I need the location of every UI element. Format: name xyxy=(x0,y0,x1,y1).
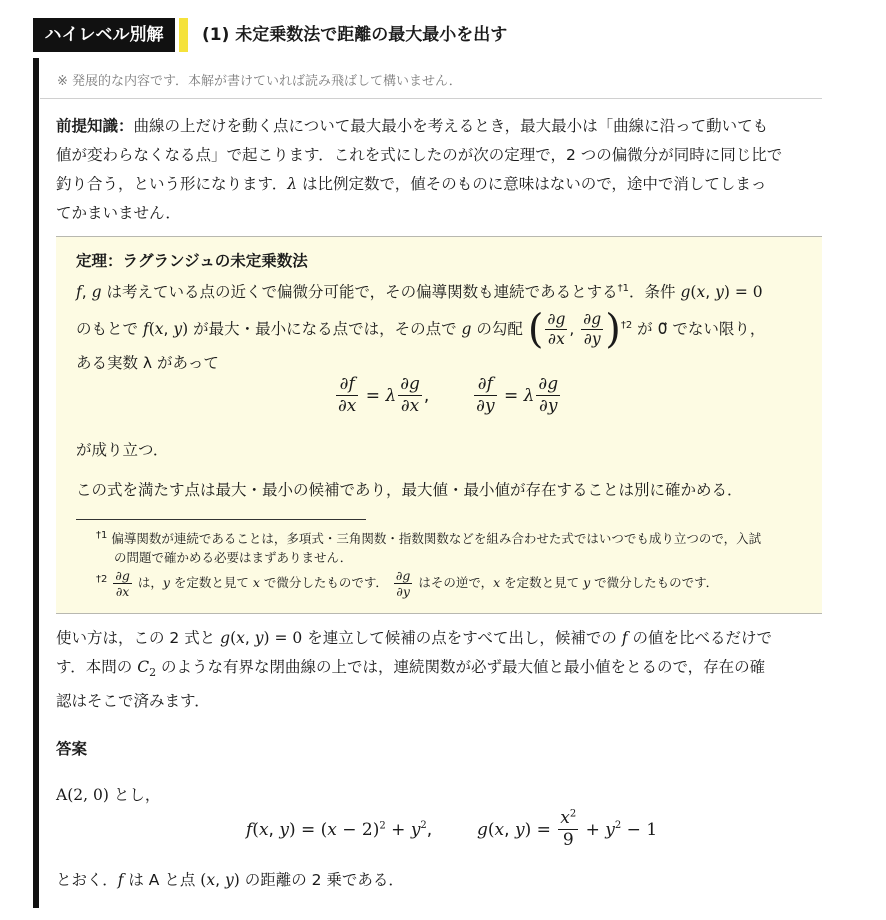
advanced-note: ※ 発展的な内容です．本解が書けていれば読み飛ばして構いません． xyxy=(57,74,462,89)
theorem-title: 定理：ラグランジュの未定乗数法 xyxy=(76,252,308,270)
footnote-rule xyxy=(76,519,366,520)
answer-intro: A(2, 0) とし， xyxy=(56,786,161,804)
premise-label: 前提知識： xyxy=(56,117,134,135)
header-badge: ハイレベル別解 xyxy=(33,18,175,52)
theorem-holds: が成り立つ． xyxy=(76,441,169,459)
premise-paragraph: 前提知識：曲線の上だけを動く点について最大最小を考えるとき，最大最小は「曲線に沿って動いても 値が変わらなくなる点」で起こります．これを式にしたのが次の定理で，2 つの偏微分が同時に同じ比で 釣り合う，という形になります．λ は比例定数で，値そのものに意味はないので，途中で消してしまっ てかまいません． xyxy=(56,117,783,222)
left-accent-bar xyxy=(33,58,39,908)
usage-paragraph: 使い方は，この 2 式と g(x, y) = 0 を連立して候補の点をすべて出し，候補での f の値を比べるだけで す．本問の $C_2$ のような有界な閉曲線の上では，連続関数が必ず最大値と最小値をとるので，存在の確 認はそこで済みます． xyxy=(56,629,773,711)
answer-definitions: f(x, $y) = (x - 2)^2 + y^2$, g(x, y) = $\frac{x^2}{9}$ + $y^2 - 1$ xyxy=(246,808,658,851)
footnote-2: $^{\dagger 2}$ $\frac{\partial g}{\partial x}$ は，y を定数と見て x で微分したものです． $\frac{\partial g}{\partial y}$ はその逆で，x を定数と見て y で微分したものです． xyxy=(96,567,719,600)
lagrange-condition: $\frac{\partial f}{\partial x}$ = λ $\frac{\partial g}{\partial x}$ , $\frac{\partial f}{\partial y}$ = λ $\frac{\partial g}{\partial y}$ xyxy=(338,374,559,417)
note-separator xyxy=(40,98,822,99)
footnote-1: $^{\dagger 1}$ 偏導関数が連続であることは，多項式・三角関数・指数関数などを組み合わせた式ではいつでも成り立つので，入試 の問題で確かめる必要はまずありません． xyxy=(96,530,762,566)
answer-heading: 答案 xyxy=(56,740,88,758)
theorem-line-2: のもとで f(x, y) が最大・最小になる点では，その点で g の勾配 ( $\frac{\partial g}{\partial x}$ , $\frac{\partial g}{\partial y}$ )$^{\dagger 2}$ が 0⃗ でない限り， xyxy=(76,306,766,353)
header-accent-stripe xyxy=(179,18,188,52)
theorem-line-1: f, g は考えている点の近くで偏微分可能で，その偏導関数も連続であるとする$^{\dagger 1}$．条件 g(x, y) = 0 xyxy=(76,283,763,302)
section-title: (1) 未定乗数法で距離の最大最小を出す xyxy=(202,25,508,45)
answer-outro: とおく．f は A と点 (x, y) の距離の 2 乗である． xyxy=(56,871,404,889)
theorem-line-3: ある実数 λ があって xyxy=(76,354,219,372)
theorem-candidate-note: この式を満たす点は最大・最小の候補であり，最大値・最小値が存在することは別に確かめる． xyxy=(76,481,743,499)
